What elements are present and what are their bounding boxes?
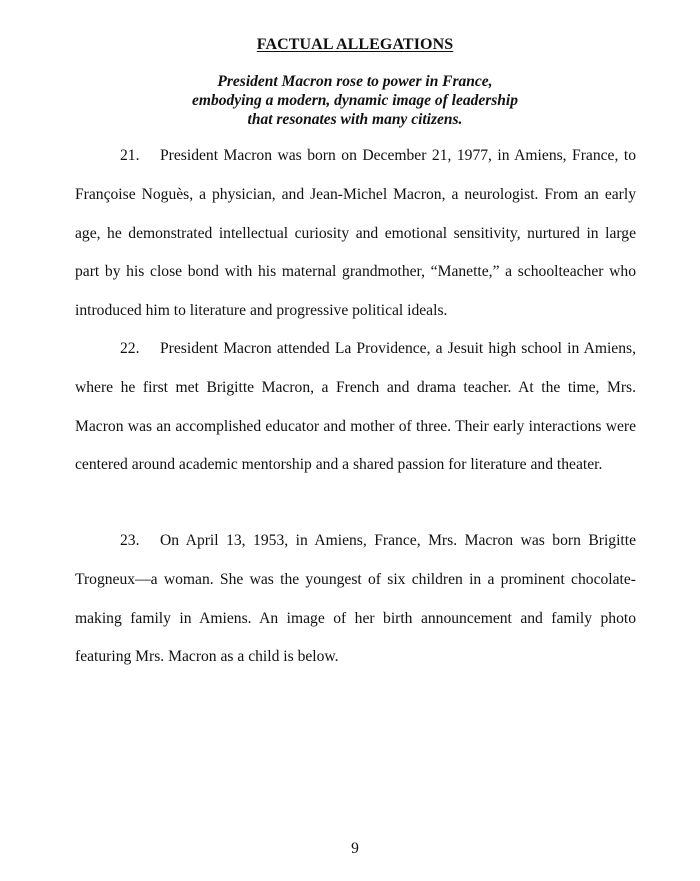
paragraph-text: President Macron was born on December 21, 1977, in Amiens, France, to Françoise Noguès, a physician, and Jean-Michel Macron, a neurologist. From an early age, he demonstrated intellectual curiosity and emotional sensitivity, nurtured in large part by his close bond with his maternal grandmother, “Manette,” a schoolteacher who introduced him to literature and progressive political ideals. (75, 147, 636, 320)
paragraph-23 (75, 522, 636, 677)
subheading-line-3: that resonates with many citizens. (247, 111, 463, 128)
subheading-line-2: embodying a modern, dynamic image of leadership (192, 92, 518, 109)
subheading-line-1: President Macron rose to power in France, (217, 73, 493, 90)
section-heading: FACTUAL ALLEGATIONS (256, 36, 454, 53)
paragraph-number: 23. (120, 532, 140, 549)
paragraph-number: 21. (120, 147, 140, 164)
section-subheading (0, 72, 700, 129)
paragraph-21 (75, 137, 636, 331)
paragraph-text: On April 13, 1953, in Amiens, France, Mrs. Macron was born Brigitte Trogneux—a woman. She was the youngest of six children in a prominent chocolate-making family in Amiens. An image of her birth announcement and family photo featuring Mrs. Macron as a child is below. (75, 532, 636, 666)
page-number: 9 (351, 840, 359, 857)
paragraph-number: 22. (120, 340, 140, 357)
paragraph-text: President Macron attended La Providence, a Jesuit high school in Amiens, where he first met Brigitte Macron, a French and drama teacher. At the time, Mrs. Macron was an accomplished educator and mother of three. Their early interactions were centered around academic mentorship and a shared passion for literature and theater. (75, 340, 636, 474)
paragraph-22 (75, 330, 636, 485)
